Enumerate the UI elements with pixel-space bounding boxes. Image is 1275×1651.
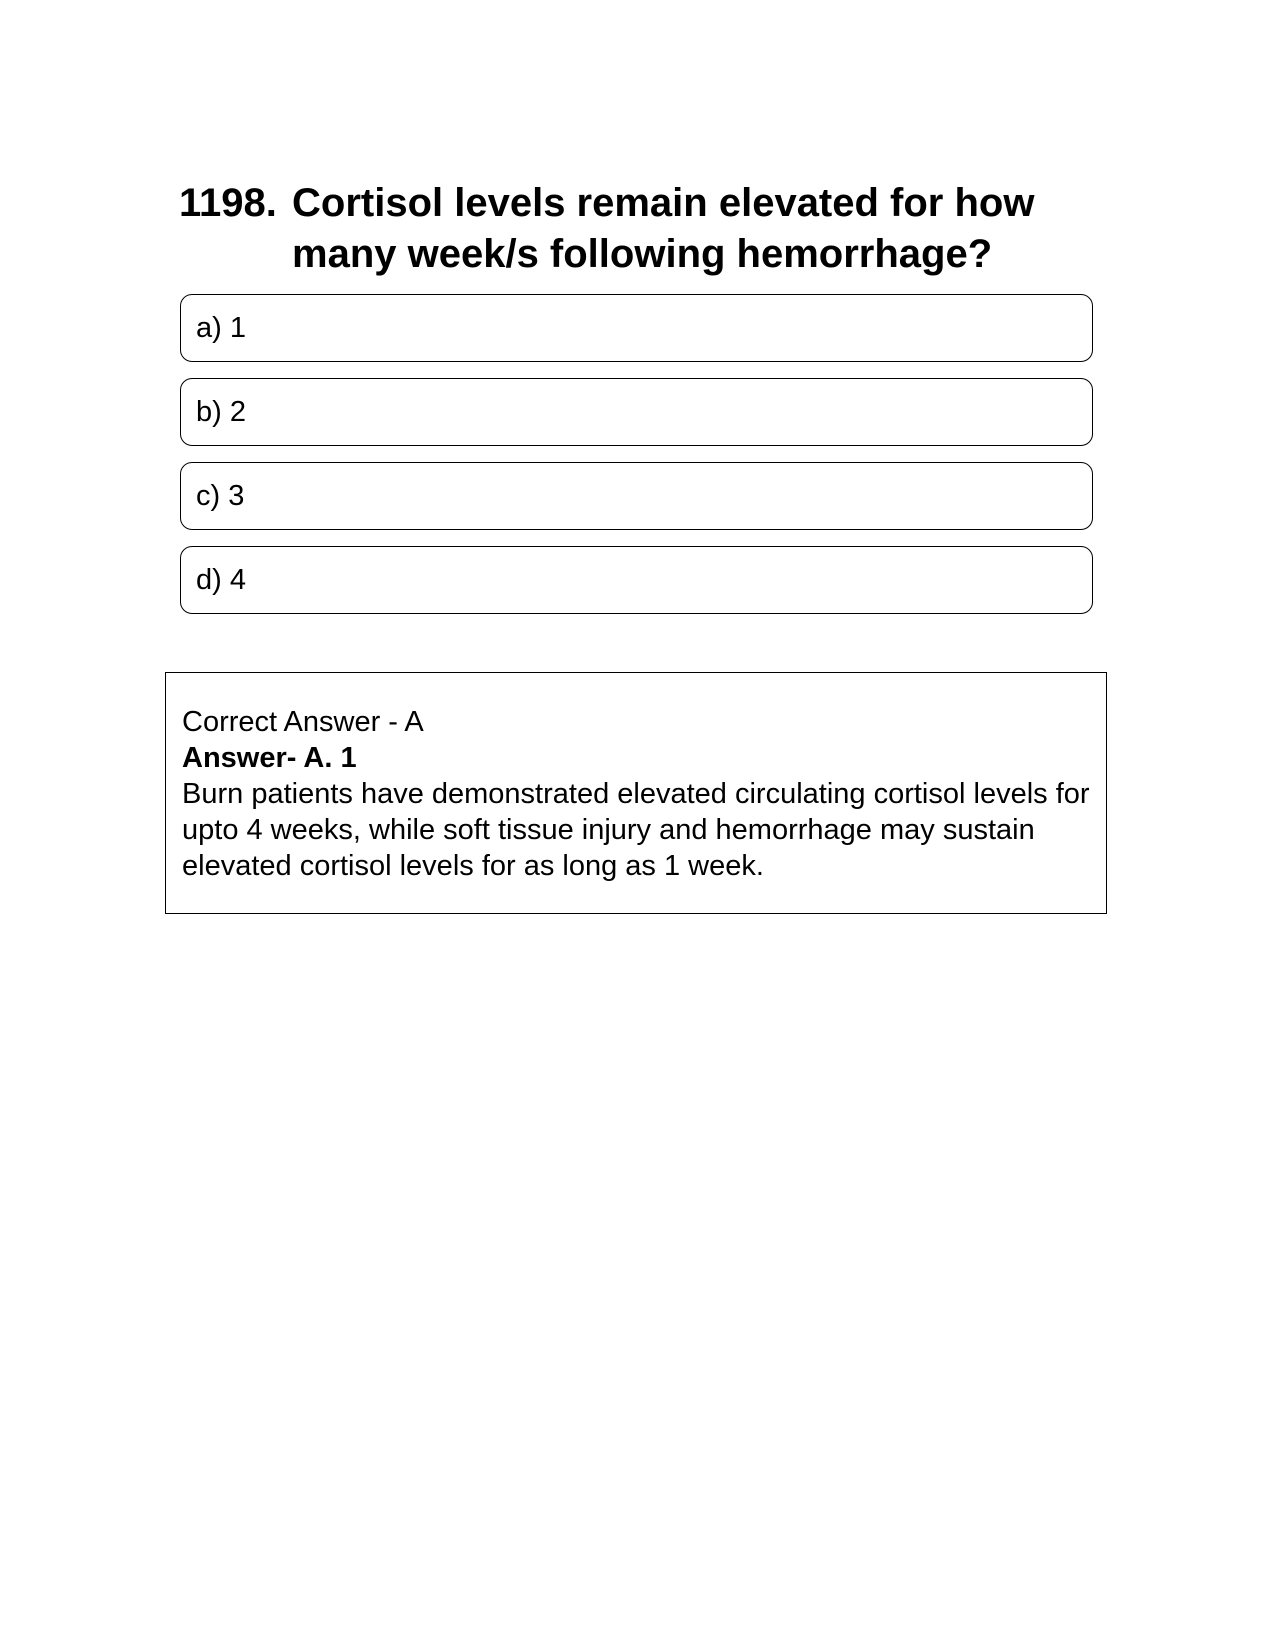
option-a[interactable] <box>180 294 1093 362</box>
question-heading <box>179 178 1099 280</box>
answer-title: Answer- A. 1 <box>182 742 357 774</box>
correct-answer-line: Correct Answer - A <box>182 706 424 738</box>
option-c-label: c) 3 <box>196 479 245 512</box>
option-b[interactable] <box>180 378 1093 446</box>
options-list <box>180 294 1093 630</box>
option-d[interactable] <box>180 546 1093 614</box>
option-d-label: d) 4 <box>196 563 246 596</box>
question-number: 1198. <box>179 181 277 225</box>
option-b-label: b) 2 <box>196 395 246 428</box>
option-a-label: a) 1 <box>196 311 246 344</box>
question-text: Cortisol levels remain elevated for how many week/s following hemorrhage? <box>292 181 1035 276</box>
option-c[interactable] <box>180 462 1093 530</box>
answer-box <box>165 672 1107 914</box>
answer-explanation: Burn patients have demonstrated elevated circulating cortisol levels for upto 4 weeks, while soft tissue injury and hemorrhage may sustain elevated cortisol levels for as long as 1 week. <box>182 778 1090 882</box>
